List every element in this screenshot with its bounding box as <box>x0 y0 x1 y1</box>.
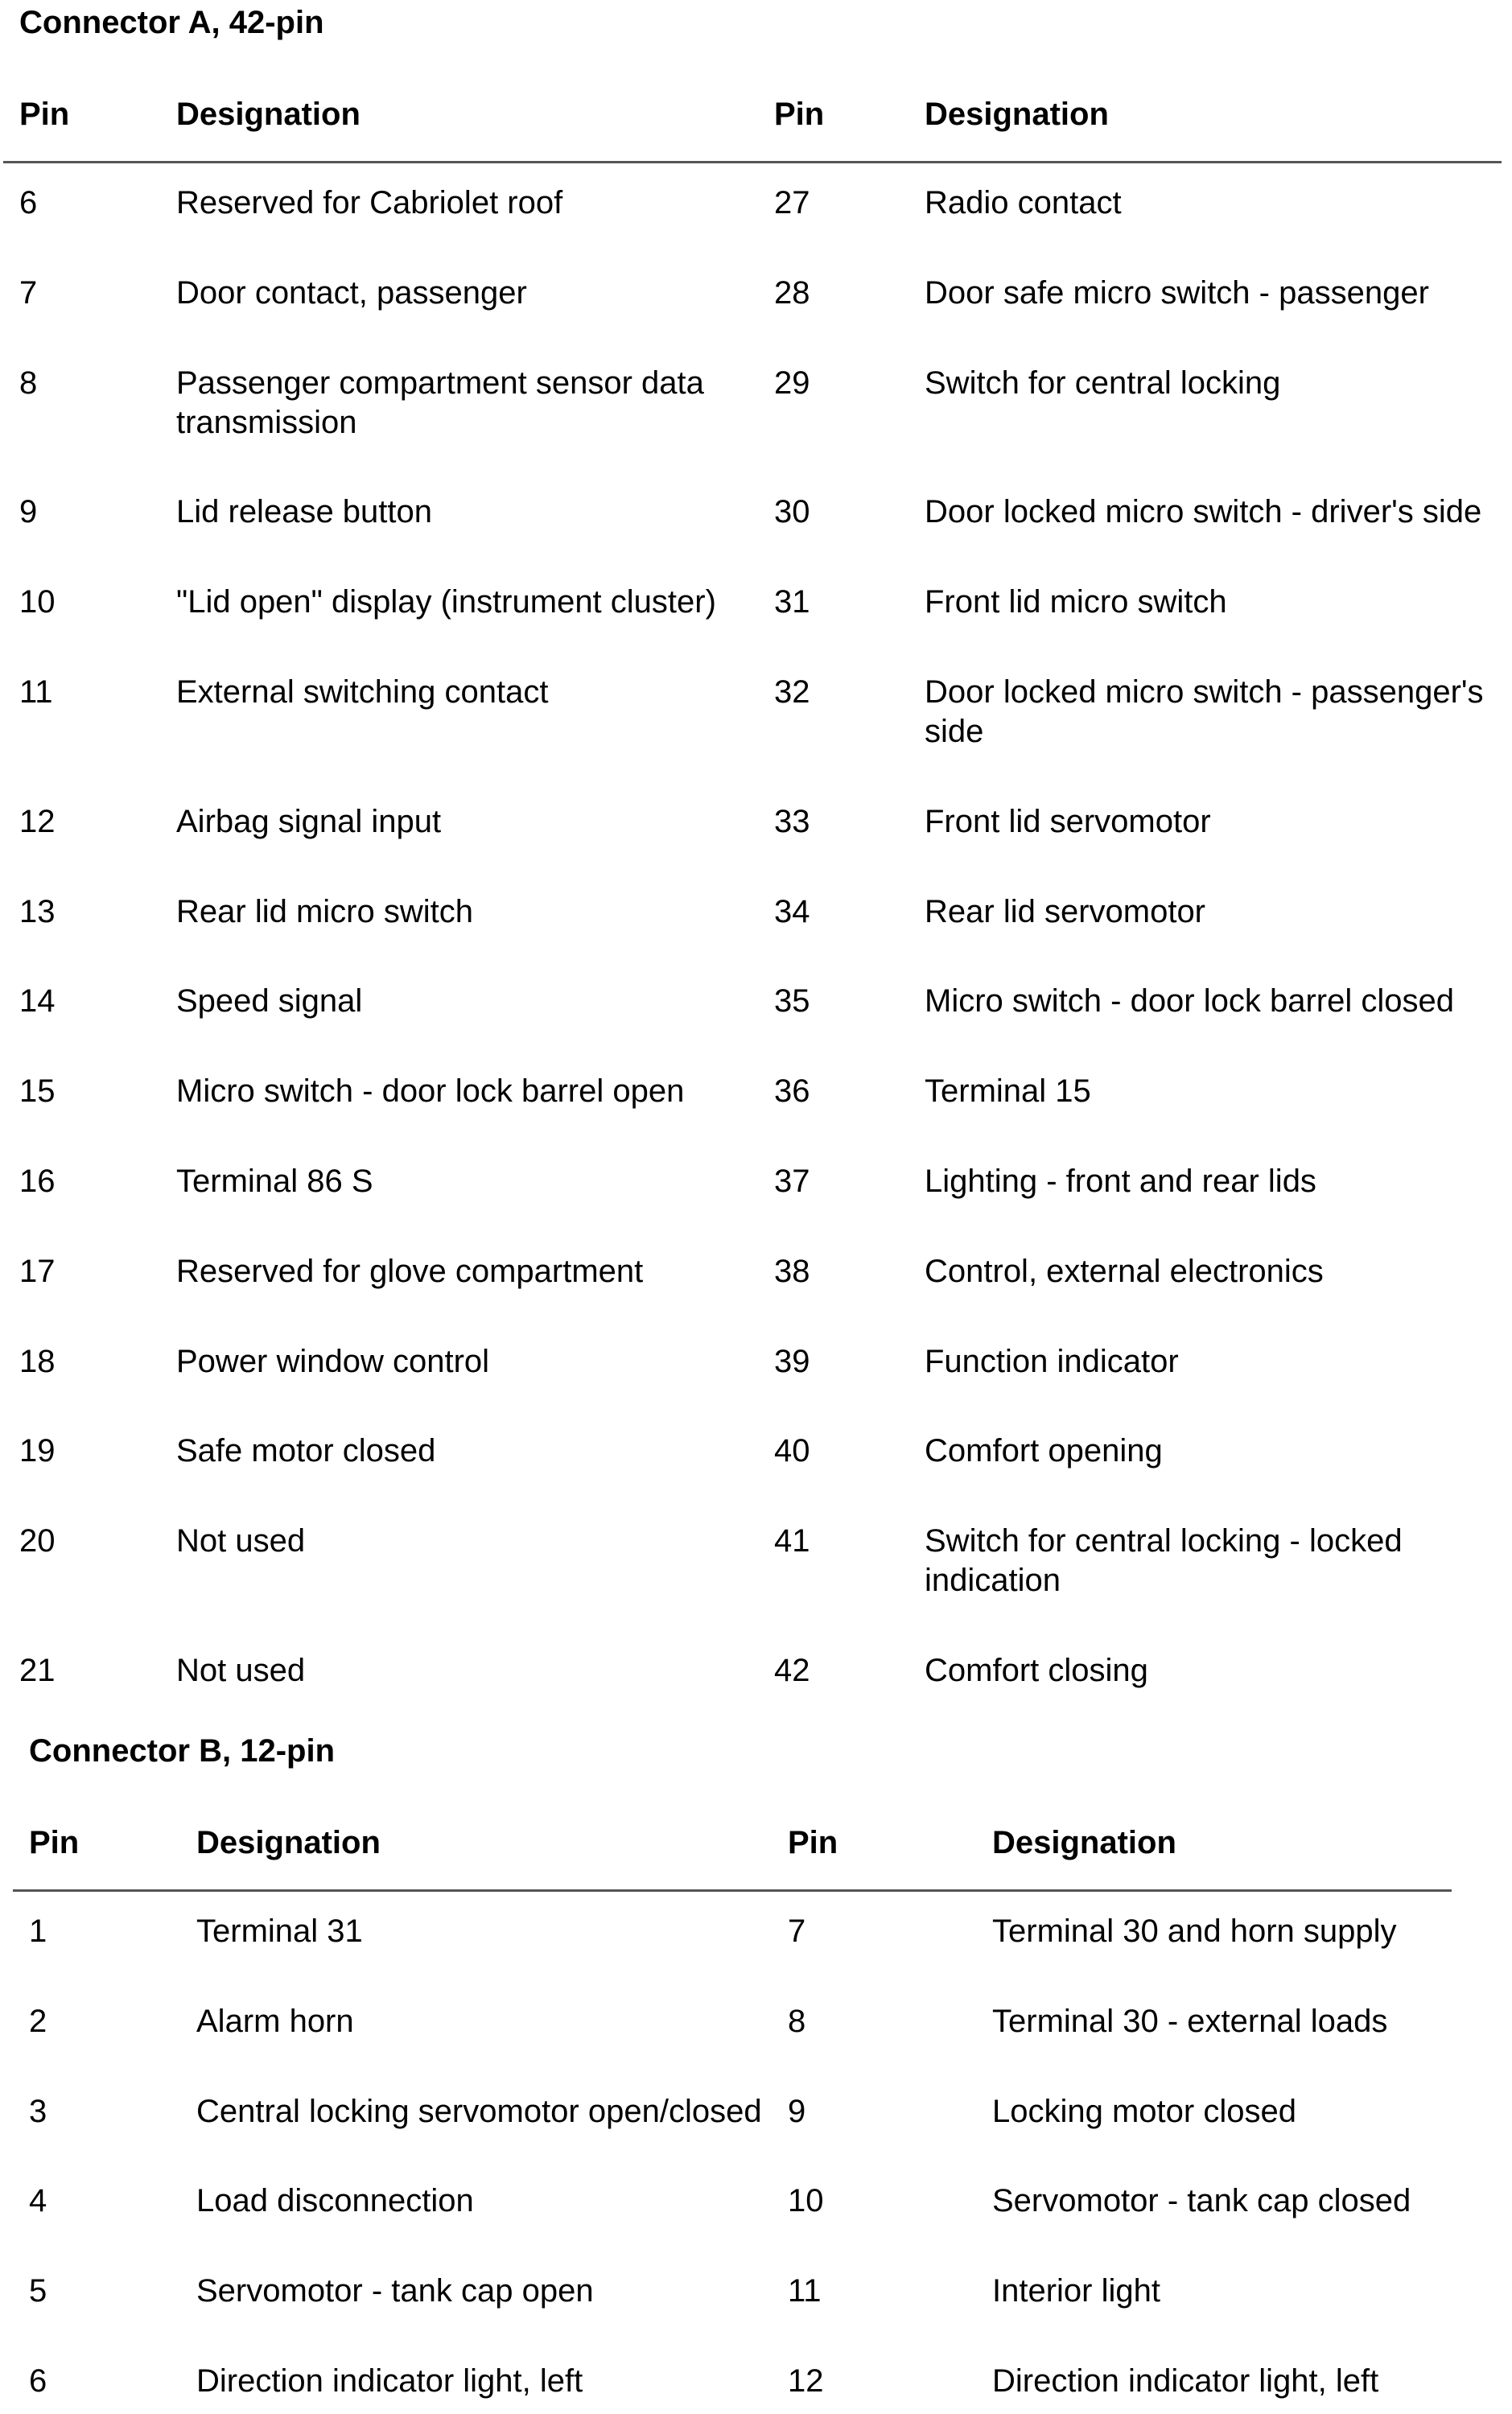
designation-line: Front lid servomotor <box>925 803 1211 839</box>
pin-designation <box>196 2362 583 2401</box>
pin-designation <box>925 1651 1148 1691</box>
pin-number: 4 <box>29 2183 47 2219</box>
designation-line: Lighting - front and rear lids <box>925 1164 1316 1199</box>
pin-number: 18 <box>19 1343 56 1379</box>
pin-designation <box>925 583 1227 622</box>
pin-number: 15 <box>19 1073 56 1110</box>
pin-designation <box>925 982 1454 1021</box>
designation-line: Switch for central locking - locked <box>925 1523 1403 1559</box>
designation-line: Door locked micro switch - driver's side <box>925 494 1482 530</box>
designation-line: Airbag signal input <box>176 803 442 839</box>
pin-designation <box>925 1162 1316 1201</box>
pin-number: 30 <box>774 494 810 530</box>
pin-designation <box>176 583 716 622</box>
header-designation-right: Designation <box>925 97 1109 132</box>
pin-designation <box>925 802 1211 842</box>
pin-designation <box>196 2002 354 2041</box>
header-designation-right: Designation <box>992 1825 1176 1860</box>
pin-number: 17 <box>19 1253 56 1289</box>
pin-number: 8 <box>19 365 38 401</box>
designation-line: Micro switch - door lock barrel closed <box>925 983 1454 1020</box>
pin-designation <box>176 1651 305 1691</box>
designation-line: Micro switch - door lock barrel open <box>176 1073 685 1110</box>
designation-line: "Lid open" display (instrument cluster) <box>176 584 716 620</box>
pin-designation <box>925 673 1484 752</box>
designation-line: Load disconnection <box>196 2183 474 2219</box>
pin-number: 34 <box>774 893 810 929</box>
pin-number: 9 <box>19 494 38 530</box>
pin-designation <box>176 802 441 842</box>
pin-number: 6 <box>19 185 38 220</box>
pin-number: 10 <box>788 2183 824 2219</box>
designation-line: Rear lid micro switch <box>176 893 473 929</box>
designation-line: Safe motor closed <box>176 1433 436 1469</box>
designation-line: Front lid micro switch <box>925 584 1227 620</box>
designation-line: Radio contact <box>925 185 1122 220</box>
designation-line: Direction indicator light, left <box>196 2363 583 2399</box>
pin-number: 38 <box>774 1253 810 1289</box>
header-pin-left: Pin <box>19 97 70 132</box>
pin-number: 32 <box>774 674 810 710</box>
pin-number: 11 <box>19 674 53 710</box>
designation-line: Terminal 15 <box>925 1073 1091 1110</box>
pin-designation <box>176 1342 489 1382</box>
pin-number: 10 <box>19 584 56 620</box>
pin-number: 12 <box>19 803 56 839</box>
designation-line: Door locked micro switch - passenger's <box>925 674 1484 710</box>
pin-designation <box>992 1912 1397 1951</box>
pin-designation <box>176 673 548 712</box>
pin-designation <box>925 492 1481 532</box>
designation-line: Comfort closing <box>925 1653 1148 1688</box>
pin-number: 8 <box>788 2003 806 2039</box>
pin-number: 12 <box>788 2363 824 2399</box>
pin-designation <box>925 364 1280 403</box>
designation-line: Door safe micro switch - passenger <box>925 274 1429 311</box>
pin-designation <box>176 364 704 443</box>
pin-designation <box>925 1252 1324 1291</box>
pin-designation <box>196 2181 474 2221</box>
designation-line: side <box>925 714 984 749</box>
designation-line: Function indicator <box>925 1343 1179 1379</box>
pin-designation <box>925 1432 1163 1471</box>
pin-designation <box>176 492 432 532</box>
connector-a-header-divider <box>3 161 1502 163</box>
designation-line: Alarm horn <box>196 2003 354 2039</box>
pin-number: 27 <box>774 185 810 220</box>
pin-designation <box>992 2181 1411 2221</box>
designation-line: Door contact, passenger <box>176 274 527 311</box>
pin-designation <box>176 1162 373 1201</box>
pin-number: 21 <box>19 1653 56 1688</box>
designation-line: Power window control <box>176 1343 490 1379</box>
designation-line: Speed signal <box>176 983 363 1020</box>
pin-number: 41 <box>774 1523 810 1559</box>
designation-line: External switching contact <box>176 674 549 710</box>
designation-line: Control, external electronics <box>925 1253 1324 1289</box>
pin-number: 28 <box>774 274 810 311</box>
designation-line: indication <box>925 1563 1061 1599</box>
pin-designation <box>992 2362 1378 2401</box>
pin-number: 16 <box>19 1164 56 1199</box>
pin-designation <box>925 1522 1403 1600</box>
designation-line: Rear lid servomotor <box>925 893 1206 929</box>
designation-line: Not used <box>176 1523 306 1559</box>
pin-designation <box>196 2272 594 2311</box>
pin-designation <box>925 183 1122 223</box>
connector-b-header-divider <box>13 1889 1452 1892</box>
pin-designation <box>176 892 473 932</box>
pin-designation <box>196 1912 363 1951</box>
pin-number: 29 <box>774 365 810 401</box>
pin-designation <box>176 1072 684 1111</box>
designation-line: Locking motor closed <box>992 2093 1296 2129</box>
designation-line: Lid release button <box>176 494 433 530</box>
designation-line: Terminal 31 <box>196 1913 363 1949</box>
header-designation-left: Designation <box>176 97 360 132</box>
header-pin-right: Pin <box>788 1825 838 1860</box>
pin-designation <box>176 274 527 313</box>
designation-line: Reserved for Cabriolet roof <box>176 185 563 220</box>
pin-number: 11 <box>788 2273 822 2309</box>
pin-designation <box>925 274 1429 313</box>
designation-line: Interior light <box>992 2273 1160 2309</box>
pin-number: 31 <box>774 584 810 620</box>
pin-number: 36 <box>774 1073 810 1110</box>
pin-number: 14 <box>19 983 56 1020</box>
pin-number: 7 <box>788 1913 806 1949</box>
pin-designation <box>176 982 362 1021</box>
designation-line: Passenger compartment sensor data <box>176 365 704 401</box>
pin-number: 13 <box>19 893 56 929</box>
pin-number: 33 <box>774 803 810 839</box>
designation-line: Servomotor - tank cap closed <box>992 2183 1411 2219</box>
designation-line: Comfort opening <box>925 1433 1163 1469</box>
pin-number: 5 <box>29 2273 47 2309</box>
designation-line: transmission <box>176 404 357 440</box>
pin-designation <box>176 1252 643 1291</box>
pin-designation <box>176 1522 305 1561</box>
pin-number: 40 <box>774 1433 810 1469</box>
pin-number: 19 <box>19 1433 56 1469</box>
pin-designation <box>925 1072 1091 1111</box>
pin-number: 1 <box>29 1913 47 1949</box>
pin-number: 7 <box>19 274 38 311</box>
designation-line: Servomotor - tank cap open <box>196 2273 594 2309</box>
pin-number: 9 <box>788 2093 806 2129</box>
pin-number: 6 <box>29 2363 47 2399</box>
pin-designation <box>176 183 562 223</box>
header-pin-right: Pin <box>774 97 825 132</box>
designation-line: Not used <box>176 1653 306 1688</box>
pin-number: 20 <box>19 1523 56 1559</box>
header-pin-left: Pin <box>29 1825 80 1860</box>
pin-designation <box>196 2092 762 2132</box>
header-designation-left: Designation <box>196 1825 381 1860</box>
pin-designation <box>176 1432 435 1471</box>
designation-line: Reserved for glove compartment <box>176 1253 644 1289</box>
designation-line: Terminal 30 - external loads <box>992 2003 1388 2039</box>
pin-number: 37 <box>774 1164 810 1199</box>
pin-number: 2 <box>29 2003 47 2039</box>
pin-designation <box>925 892 1205 932</box>
pin-number: 35 <box>774 983 810 1020</box>
pin-number: 3 <box>29 2093 47 2129</box>
pin-number: 39 <box>774 1343 810 1379</box>
designation-line: Direction indicator light, left <box>992 2363 1379 2399</box>
pin-designation <box>925 1342 1179 1382</box>
pin-designation <box>992 2092 1296 2132</box>
connector-a-title: Connector A, 42-pin <box>19 5 324 40</box>
designation-line: Terminal 30 and horn supply <box>992 1913 1397 1949</box>
pin-number: 42 <box>774 1653 810 1688</box>
pin-designation <box>992 2272 1160 2311</box>
designation-line: Terminal 86 S <box>176 1164 373 1199</box>
pin-designation <box>992 2002 1387 2041</box>
connector-b-title: Connector B, 12-pin <box>29 1733 336 1769</box>
designation-line: Central locking servomotor open/closed <box>196 2093 762 2129</box>
designation-line: Switch for central locking <box>925 365 1281 401</box>
